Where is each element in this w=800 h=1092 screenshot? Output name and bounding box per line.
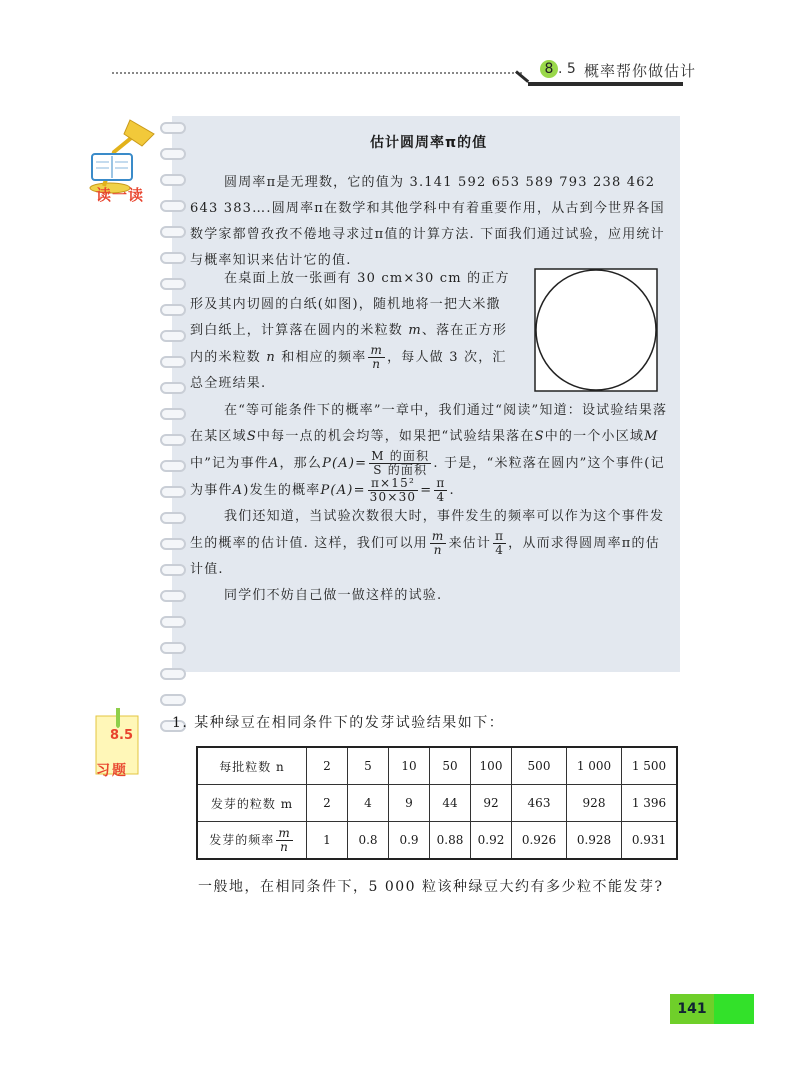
cell-germinated: 1 396 [622,785,678,822]
reading-paragraph-1 [190,170,668,274]
reading-p4-c: ，从而求得圆周率π的估计值. [190,536,660,577]
cell-germinated: 92 [471,785,512,822]
cell-germinated: 44 [430,785,471,822]
var-S: S [246,429,257,444]
reading-p3-d: 中”记为事件 [190,456,269,471]
var-A-2: A [232,483,244,498]
reading-p2-d: ，每人做 3 次，汇总全班结果. [190,350,507,391]
section-number-dot: 8 [540,60,558,78]
fraction-area: $\frac{\text{M 的面积}}{\text{S 的面积}}$ [371,449,430,477]
reading-p3-g: )发生的概率 [243,483,321,498]
reading-p3-e: ，那么 [279,456,323,471]
exercise-label: 习题 [96,763,128,779]
table-row-batch [197,747,677,785]
cell-frequency: 1 [307,822,348,860]
reading-p2-a: 在桌面上放一张画有 30 cm×30 cm 的正方形及其内切圆的白纸(如图)，随机地将一把大米撒到白纸上，计算落在圆内的米粒数 [190,271,510,338]
germination-table [196,746,678,860]
reading-title: 估计圆周率π的值 [370,135,488,151]
cell-frequency: 0.926 [512,822,567,860]
reading-p3-c: 中的一个小区域 [544,429,645,444]
cell-germinated: 9 [389,785,430,822]
cell-frequency: 0.931 [622,822,678,860]
cell-batch: 1 500 [622,747,678,785]
fraction-pi-over-4-2: $\frac{\pi}{4}$ [495,529,505,557]
cell-frequency: 0.8 [348,822,389,860]
cell-germinated: 463 [512,785,567,822]
page-number-bar [714,994,754,1024]
square-inscribed-circle-figure [534,268,658,392]
cell-germinated: 928 [567,785,622,822]
header-rule [528,82,683,86]
question-1: 1. 某种绿豆在相同条件下的发芽试验结果如下： [172,715,505,731]
reading-p3-a: 在“等可能条件下的概率”一章中，我们通过“阅读”知道：设试验结果落在某区域 [190,403,668,444]
reading-p3-b: 中每一点的机会均等，如果把“试验结果落在 [256,429,535,444]
cell-batch: 2 [307,747,348,785]
row-label-frequency: 发芽的频率 $\frac{m}{n}$ [197,822,307,860]
reading-p3-f: . 于是，“米粒落在圆内”这个事件(记为事件 [190,456,665,498]
notebook-spiral [160,122,184,670]
reading-p1-text: 圆周率π是无理数，它的值为 3.141 592 653 589 793 238 462 643 383….圆周率π在数学和其他学科中有着重要作用，从古到今世界各国数学家都曾孜孜不倦地寻求过π值的计算方法. 下面我们通过试验，应用统计与概率知识来估计它的值. [190,175,665,268]
page-number: 141 [670,994,714,1024]
var-n: n [266,350,276,365]
table-row-frequency [197,822,677,860]
cell-germinated: 2 [307,785,348,822]
cell-frequency: 0.88 [430,822,471,860]
reading-p2-b: 、落在正方形内的米粒数 [190,323,508,365]
row-label-germinated: 发芽的粒数 m [197,785,307,822]
fraction-m-over-n-2: $\frac{m}{n}$ [431,529,445,557]
cell-batch: 500 [512,747,567,785]
row-label-batch: 每批粒数 n [197,747,307,785]
section-title: 概率帮你做估计 [584,62,697,80]
cell-germinated: 4 [348,785,389,822]
var-m: m [408,323,422,338]
reading-p4-b: 来估计 [448,536,492,551]
exercise-number: 8.5 [110,728,134,743]
fraction-pi-over-4: $\frac{\pi}{4}$ [436,476,446,504]
var-A: A [268,456,280,471]
var-S-2: S [534,429,545,444]
reading-paragraph-3 [190,398,668,609]
header-dotted-rule [112,72,522,74]
cell-batch: 1 000 [567,747,622,785]
reading-p2-c: 和相应的频率 [275,350,367,365]
reading-tag: 读一读 [96,186,145,204]
period: . [449,483,455,498]
fraction-m-over-n: $\frac{m}{n}$ [370,343,384,371]
reading-p4-a: 我们还知道，当试验次数很大时，事件发生的频率可以作为这个事件发生的概率的估计值. 这样，我们可以用 [190,509,665,551]
equals-sign: = [420,483,433,498]
cell-batch: 10 [389,747,430,785]
section-number [540,60,576,78]
var-M: M [644,429,659,444]
prob-PA-2: P(A)= [320,483,366,498]
cell-frequency: 0.9 [389,822,430,860]
fraction-pi-15sq: $\frac{\text{π×15²}}{30\times 30}$ [369,476,417,504]
cell-batch: 5 [348,747,389,785]
cell-batch: 100 [471,747,512,785]
section-number-rest: . 5 [558,61,576,77]
reading-paragraph-2 [190,266,510,397]
table-row-germinated [197,785,677,822]
cell-frequency: 0.928 [567,822,622,860]
reading-p5: 同学们不妨自己做一做这样的试验. [224,588,443,603]
cell-batch: 50 [430,747,471,785]
question-2: 一般地，在相同条件下，5 000 粒该种绿豆大约有多少粒不能发芽? [198,879,664,895]
cell-frequency: 0.92 [471,822,512,860]
prob-PA: P(A)= [322,456,368,471]
